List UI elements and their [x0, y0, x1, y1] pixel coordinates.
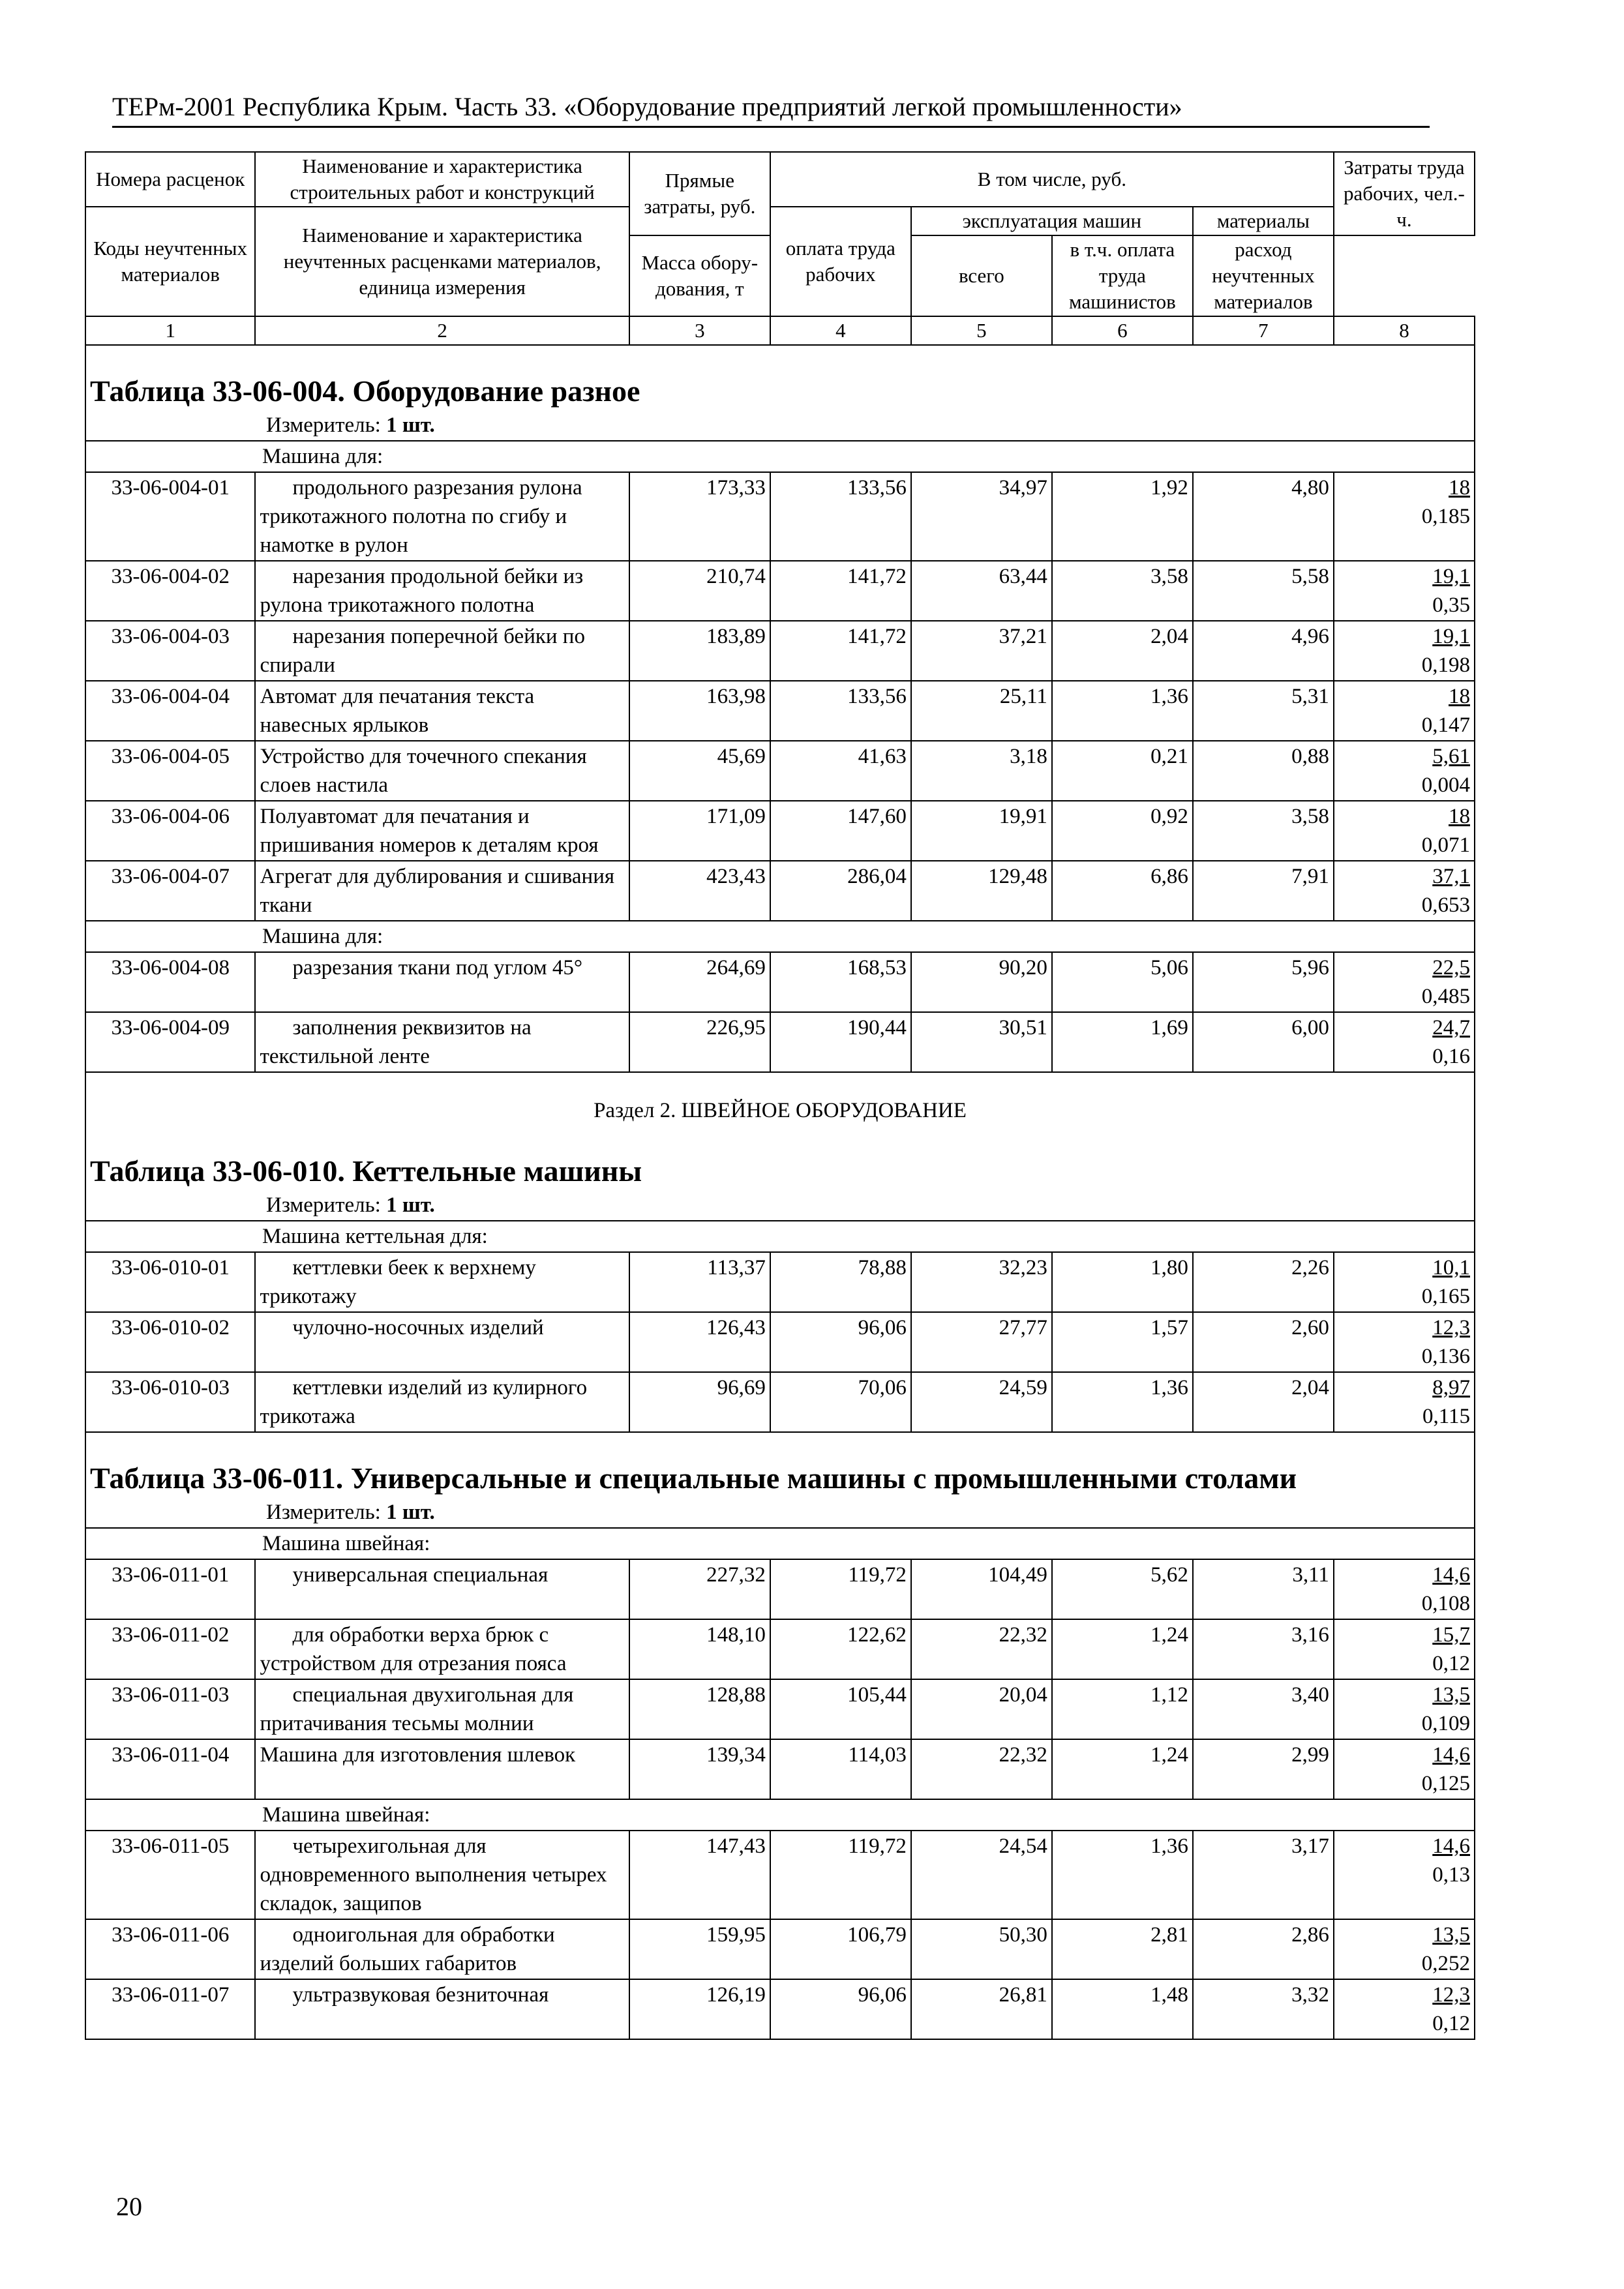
labor-and-mass	[1334, 1252, 1475, 1312]
value-mach-labor: 1,92	[1052, 472, 1193, 561]
value-mat: 2,26	[1193, 1252, 1334, 1312]
value-direct: 147,43	[629, 1831, 770, 1919]
rate-name: нарезания продольной бейки из рулона трикотажного полотна	[255, 561, 629, 621]
col6-head: в т.ч. оплата труда машинистов	[1052, 235, 1193, 316]
equipment-mass: 0,147	[1421, 713, 1470, 737]
group-label: Машина швейная:	[85, 1799, 1475, 1831]
table-row	[85, 861, 1475, 921]
group-row	[85, 921, 1475, 952]
labor-and-mass	[1334, 1312, 1475, 1372]
value-mach: 30,51	[911, 1012, 1052, 1072]
equipment-mass: 0,109	[1421, 1712, 1470, 1735]
table-row	[85, 1372, 1475, 1432]
value-labor: 114,03	[770, 1739, 911, 1799]
labor-hours: 13,5	[1432, 1923, 1470, 1947]
table-row	[85, 1559, 1475, 1619]
rate-code: 33-06-010-02	[85, 1312, 255, 1372]
value-mach-labor: 2,81	[1052, 1919, 1193, 1979]
value-labor: 147,60	[770, 801, 911, 861]
labor-and-mass	[1334, 1012, 1475, 1072]
value-mach: 20,04	[911, 1679, 1052, 1739]
value-labor: 106,79	[770, 1919, 911, 1979]
table-row	[85, 1831, 1475, 1919]
equipment-mass: 0,004	[1421, 773, 1470, 797]
value-mat: 5,96	[1193, 952, 1334, 1012]
value-direct: 126,19	[629, 1979, 770, 2039]
labor-hours: 13,5	[1432, 1683, 1470, 1707]
value-mat: 5,31	[1193, 681, 1334, 741]
group-label: Машина для:	[85, 441, 1475, 472]
rate-name: кеттлевки беек к верхнему трикотажу	[255, 1252, 629, 1312]
rate-name: для обработки верха брюк с устройством для отрезания пояса	[255, 1619, 629, 1679]
rate-name: ультразвуковая безниточная	[255, 1979, 629, 2039]
group-row	[85, 1528, 1475, 1559]
rate-code: 33-06-011-07	[85, 1979, 255, 2039]
rate-code: 33-06-004-07	[85, 861, 255, 921]
labor-hours: 12,3	[1432, 1983, 1470, 2007]
equipment-mass: 0,115	[1422, 1405, 1470, 1428]
group-row	[85, 441, 1475, 472]
table-row	[85, 561, 1475, 621]
value-labor: 96,06	[770, 1312, 911, 1372]
value-mach-labor: 0,21	[1052, 741, 1193, 801]
labor-hours: 19,1	[1432, 625, 1470, 648]
table-body	[85, 345, 1475, 2039]
value-mat: 2,86	[1193, 1919, 1334, 1979]
rate-name: Устройство для точечного спекания слоев настила	[255, 741, 629, 801]
rate-code: 33-06-010-03	[85, 1372, 255, 1432]
equipment-mass: 0,071	[1421, 833, 1470, 857]
unit-value: 1 шт.	[386, 1193, 435, 1217]
value-direct: 128,88	[629, 1679, 770, 1739]
rate-code: 33-06-004-03	[85, 621, 255, 681]
value-mat: 0,88	[1193, 741, 1334, 801]
table-title: Таблица 33-06-004. Оборудование разное	[90, 374, 640, 408]
table-title: Таблица 33-06-011. Универсальные и специальные машины с промышленными столами	[90, 1461, 1297, 1495]
value-mach: 19,91	[911, 801, 1052, 861]
col8-head-a: Затраты труда рабочих, чел.-ч.	[1334, 152, 1475, 235]
labor-hours: 37,1	[1432, 865, 1470, 888]
unit-value: 1 шт.	[386, 413, 435, 437]
value-mach-labor: 5,06	[1052, 952, 1193, 1012]
table-row	[85, 1012, 1475, 1072]
rate-name: кеттлевки изделий из кулирного трикотажа	[255, 1372, 629, 1432]
value-direct: 171,09	[629, 801, 770, 861]
value-mat: 5,58	[1193, 561, 1334, 621]
table-title-cell	[85, 1126, 1475, 1221]
value-mat: 3,58	[1193, 801, 1334, 861]
rate-name: чулочно-носочных изделий	[255, 1312, 629, 1372]
labor-hours: 14,6	[1432, 1563, 1470, 1587]
table-row	[85, 1252, 1475, 1312]
value-mat: 7,91	[1193, 861, 1334, 921]
table-title-cell	[85, 1432, 1475, 1528]
rate-name: разрезания ткани под углом 45°	[255, 952, 629, 1012]
value-labor: 141,72	[770, 561, 911, 621]
col5-head: всего	[911, 235, 1052, 316]
labor-hours: 12,3	[1432, 1316, 1470, 1339]
materials-head: материалы	[1193, 207, 1334, 235]
labor-and-mass	[1334, 1679, 1475, 1739]
group-row	[85, 1221, 1475, 1252]
group-row	[85, 1799, 1475, 1831]
value-mat: 2,04	[1193, 1372, 1334, 1432]
value-mach: 24,54	[911, 1831, 1052, 1919]
col-num-8: 8	[1334, 316, 1475, 345]
rate-code: 33-06-004-08	[85, 952, 255, 1012]
equipment-mass: 0,252	[1421, 1952, 1470, 1975]
value-mat: 3,17	[1193, 1831, 1334, 1919]
rate-code: 33-06-010-01	[85, 1252, 255, 1312]
value-labor: 96,06	[770, 1979, 911, 2039]
section-title: Раздел 2. ШВЕЙНОЕ ОБОРУДОВАНИЕ	[85, 1072, 1475, 1126]
labor-and-mass	[1334, 681, 1475, 741]
col2-head-a: Наименование и характеристика строительных работ и конструкций	[255, 152, 629, 207]
labor-hours: 14,6	[1432, 1834, 1470, 1858]
col2-head-b: Наименование и характеристика неучтенных расценками материалов, единица измерения	[255, 207, 629, 316]
rate-code: 33-06-011-06	[85, 1919, 255, 1979]
value-mach-labor: 1,48	[1052, 1979, 1193, 2039]
value-mat: 2,60	[1193, 1312, 1334, 1372]
value-mach: 90,20	[911, 952, 1052, 1012]
labor-and-mass	[1334, 1619, 1475, 1679]
value-labor: 190,44	[770, 1012, 911, 1072]
value-direct: 210,74	[629, 561, 770, 621]
table-title-row	[85, 345, 1475, 441]
rate-name: Автомат для печатания текста навесных ярлыков	[255, 681, 629, 741]
labor-and-mass	[1334, 952, 1475, 1012]
rate-name: специальная двухигольная для притачивания тесьмы молнии	[255, 1679, 629, 1739]
labor-hours: 24,7	[1432, 1016, 1470, 1040]
labor-and-mass	[1334, 1919, 1475, 1979]
col-num-2: 2	[255, 316, 629, 345]
equipment-mass: 0,12	[1432, 1652, 1470, 1675]
equipment-mass: 0,485	[1421, 985, 1470, 1008]
value-mach-labor: 1,57	[1052, 1312, 1193, 1372]
labor-hours: 18	[1449, 476, 1470, 500]
table-row	[85, 681, 1475, 741]
col-num-5: 5	[911, 316, 1052, 345]
value-direct: 45,69	[629, 741, 770, 801]
rates-table	[85, 151, 1475, 2040]
table-row	[85, 1312, 1475, 1372]
rate-name: заполнения реквизитов на текстильной ленте	[255, 1012, 629, 1072]
unit-line	[90, 1498, 1470, 1527]
value-mat: 4,80	[1193, 472, 1334, 561]
value-mach: 27,77	[911, 1312, 1052, 1372]
value-mach-labor: 1,36	[1052, 681, 1193, 741]
rate-code: 33-06-011-04	[85, 1739, 255, 1799]
labor-hours: 18	[1449, 805, 1470, 828]
value-labor: 78,88	[770, 1252, 911, 1312]
value-direct: 183,89	[629, 621, 770, 681]
col-num-4: 4	[770, 316, 911, 345]
value-mach: 104,49	[911, 1559, 1052, 1619]
col8-head-b: Масса обору-дования, т	[629, 235, 770, 316]
table-row	[85, 801, 1475, 861]
equipment-mass: 0,12	[1432, 2012, 1470, 2035]
labor-and-mass	[1334, 1739, 1475, 1799]
table-row	[85, 1619, 1475, 1679]
value-direct: 227,32	[629, 1559, 770, 1619]
table-row	[85, 1979, 1475, 2039]
value-direct: 226,95	[629, 1012, 770, 1072]
value-mach-labor: 1,80	[1052, 1252, 1193, 1312]
table-row	[85, 1919, 1475, 1979]
rate-code: 33-06-011-02	[85, 1619, 255, 1679]
equipment-mass: 0,198	[1421, 653, 1470, 677]
unit-line	[90, 411, 1470, 440]
value-mat: 6,00	[1193, 1012, 1334, 1072]
rate-code: 33-06-011-01	[85, 1559, 255, 1619]
value-labor: 168,53	[770, 952, 911, 1012]
group-label: Машина для:	[85, 921, 1475, 952]
value-direct: 173,33	[629, 472, 770, 561]
rate-code: 33-06-011-05	[85, 1831, 255, 1919]
value-mach-labor: 1,36	[1052, 1372, 1193, 1432]
value-mach: 50,30	[911, 1919, 1052, 1979]
rate-code: 33-06-004-09	[85, 1012, 255, 1072]
equipment-mass: 0,16	[1432, 1045, 1470, 1068]
equipment-mass: 0,108	[1421, 1592, 1470, 1615]
labor-hours: 10,1	[1432, 1256, 1470, 1279]
value-mach: 37,21	[911, 621, 1052, 681]
labor-and-mass	[1334, 1372, 1475, 1432]
value-mach-labor: 1,12	[1052, 1679, 1193, 1739]
rate-code: 33-06-004-06	[85, 801, 255, 861]
value-direct: 163,98	[629, 681, 770, 741]
value-labor: 119,72	[770, 1831, 911, 1919]
labor-and-mass	[1334, 801, 1475, 861]
table-row	[85, 621, 1475, 681]
value-mach: 26,81	[911, 1979, 1052, 2039]
labor-hours: 19,1	[1432, 565, 1470, 588]
value-mach: 3,18	[911, 741, 1052, 801]
equipment-mass: 0,35	[1432, 593, 1470, 617]
incl-head: В том числе, руб.	[770, 152, 1334, 207]
col7-head: расход неучтенных материалов	[1193, 235, 1334, 316]
labor-and-mass	[1334, 1831, 1475, 1919]
value-labor: 41,63	[770, 741, 911, 801]
value-mat: 3,11	[1193, 1559, 1334, 1619]
value-mat: 4,96	[1193, 621, 1334, 681]
value-labor: 122,62	[770, 1619, 911, 1679]
unit-label: Измеритель:	[266, 413, 381, 437]
machines-head: эксплуатация машин	[911, 207, 1193, 235]
labor-and-mass	[1334, 472, 1475, 561]
unit-label: Измеритель:	[266, 1501, 381, 1524]
labor-and-mass	[1334, 1979, 1475, 2039]
equipment-mass: 0,185	[1421, 505, 1470, 528]
value-mat: 3,40	[1193, 1679, 1334, 1739]
value-mach-labor: 1,24	[1052, 1619, 1193, 1679]
value-mach: 25,11	[911, 681, 1052, 741]
value-direct: 96,69	[629, 1372, 770, 1432]
equipment-mass: 0,653	[1421, 893, 1470, 917]
group-label: Машина швейная:	[85, 1528, 1475, 1559]
table-row	[85, 1679, 1475, 1739]
rate-name: нарезания поперечной бейки по спирали	[255, 621, 629, 681]
col4-head: оплата труда рабочих	[770, 207, 911, 316]
labor-hours: 5,61	[1432, 745, 1470, 768]
value-mach-labor: 1,36	[1052, 1831, 1193, 1919]
rate-name: четырехигольная для одновременного выполнения четырех складок, защипов	[255, 1831, 629, 1919]
rate-code: 33-06-011-03	[85, 1679, 255, 1739]
table-row	[85, 741, 1475, 801]
rate-code: 33-06-004-05	[85, 741, 255, 801]
rate-code: 33-06-004-02	[85, 561, 255, 621]
unit-value: 1 шт.	[386, 1501, 435, 1524]
equipment-mass: 0,165	[1421, 1285, 1470, 1308]
equipment-mass: 0,125	[1421, 1772, 1470, 1795]
value-mach-labor: 1,24	[1052, 1739, 1193, 1799]
value-mach-labor: 6,86	[1052, 861, 1193, 921]
value-labor: 70,06	[770, 1372, 911, 1432]
rate-name: Полуавтомат для печатания и пришивания номеров к деталям кроя	[255, 801, 629, 861]
col-num-6: 6	[1052, 316, 1193, 345]
col-num-3: 3	[629, 316, 770, 345]
value-direct: 148,10	[629, 1619, 770, 1679]
labor-and-mass	[1334, 621, 1475, 681]
value-mach-labor: 2,04	[1052, 621, 1193, 681]
labor-hours: 15,7	[1432, 1623, 1470, 1647]
rate-code: 33-06-004-01	[85, 472, 255, 561]
value-direct: 159,95	[629, 1919, 770, 1979]
col1-head-a: Номера расценок	[85, 152, 255, 207]
value-labor: 286,04	[770, 861, 911, 921]
table-title-row	[85, 1126, 1475, 1221]
rate-name: универсальная специальная	[255, 1559, 629, 1619]
rate-code: 33-06-004-04	[85, 681, 255, 741]
value-direct: 264,69	[629, 952, 770, 1012]
table-title: Таблица 33-06-010. Кеттельные машины	[90, 1154, 642, 1188]
value-mach: 63,44	[911, 561, 1052, 621]
rate-name: Машина для изготовления шлевок	[255, 1739, 629, 1799]
labor-hours: 14,6	[1432, 1743, 1470, 1767]
group-label: Машина кеттельная для:	[85, 1221, 1475, 1252]
value-mach-labor: 0,92	[1052, 801, 1193, 861]
equipment-mass: 0,13	[1432, 1863, 1470, 1887]
value-direct: 423,43	[629, 861, 770, 921]
col-num-1: 1	[85, 316, 255, 345]
value-mach-labor: 1,69	[1052, 1012, 1193, 1072]
value-mach: 22,32	[911, 1619, 1052, 1679]
table-title-row	[85, 1432, 1475, 1528]
value-direct: 113,37	[629, 1252, 770, 1312]
running-header: ТЕРм-2001 Республика Крым. Часть 33. «Оборудование предприятий легкой промышленности»	[112, 91, 1430, 128]
page-number: 20	[116, 2192, 142, 2221]
value-mach-labor: 5,62	[1052, 1559, 1193, 1619]
value-labor: 105,44	[770, 1679, 911, 1739]
equipment-mass: 0,136	[1421, 1345, 1470, 1368]
labor-hours: 22,5	[1432, 956, 1470, 980]
col1-head-b: Коды неучтенных материалов	[85, 207, 255, 316]
value-mach: 129,48	[911, 861, 1052, 921]
value-labor: 119,72	[770, 1559, 911, 1619]
unit-line	[90, 1191, 1470, 1219]
table-title-cell	[85, 345, 1475, 441]
value-direct: 126,43	[629, 1312, 770, 1372]
value-mach: 24,59	[911, 1372, 1052, 1432]
value-labor: 133,56	[770, 472, 911, 561]
rate-name: продольного разрезания рулона трикотажного полотна по сгибу и намотке в рулон	[255, 472, 629, 561]
unit-label: Измеритель:	[266, 1193, 381, 1217]
table-row	[85, 1739, 1475, 1799]
value-mach: 34,97	[911, 472, 1052, 561]
table-row	[85, 952, 1475, 1012]
value-mat: 2,99	[1193, 1739, 1334, 1799]
value-mach: 22,32	[911, 1739, 1052, 1799]
value-mach: 32,23	[911, 1252, 1052, 1312]
rate-name: одноигольная для обработки изделий больших габаритов	[255, 1919, 629, 1979]
labor-and-mass	[1334, 741, 1475, 801]
col3-head: Прямые затраты, руб.	[629, 152, 770, 235]
value-mach-labor: 3,58	[1052, 561, 1193, 621]
labor-and-mass	[1334, 1559, 1475, 1619]
value-mat: 3,16	[1193, 1619, 1334, 1679]
table-row	[85, 472, 1475, 561]
col-num-7: 7	[1193, 316, 1334, 345]
value-labor: 133,56	[770, 681, 911, 741]
value-mat: 3,32	[1193, 1979, 1334, 2039]
labor-and-mass	[1334, 561, 1475, 621]
labor-hours: 18	[1449, 685, 1470, 708]
labor-and-mass	[1334, 861, 1475, 921]
section-row	[85, 1072, 1475, 1126]
value-labor: 141,72	[770, 621, 911, 681]
value-direct: 139,34	[629, 1739, 770, 1799]
rate-name: Агрегат для дублирования и сшивания ткани	[255, 861, 629, 921]
labor-hours: 8,97	[1432, 1376, 1470, 1399]
